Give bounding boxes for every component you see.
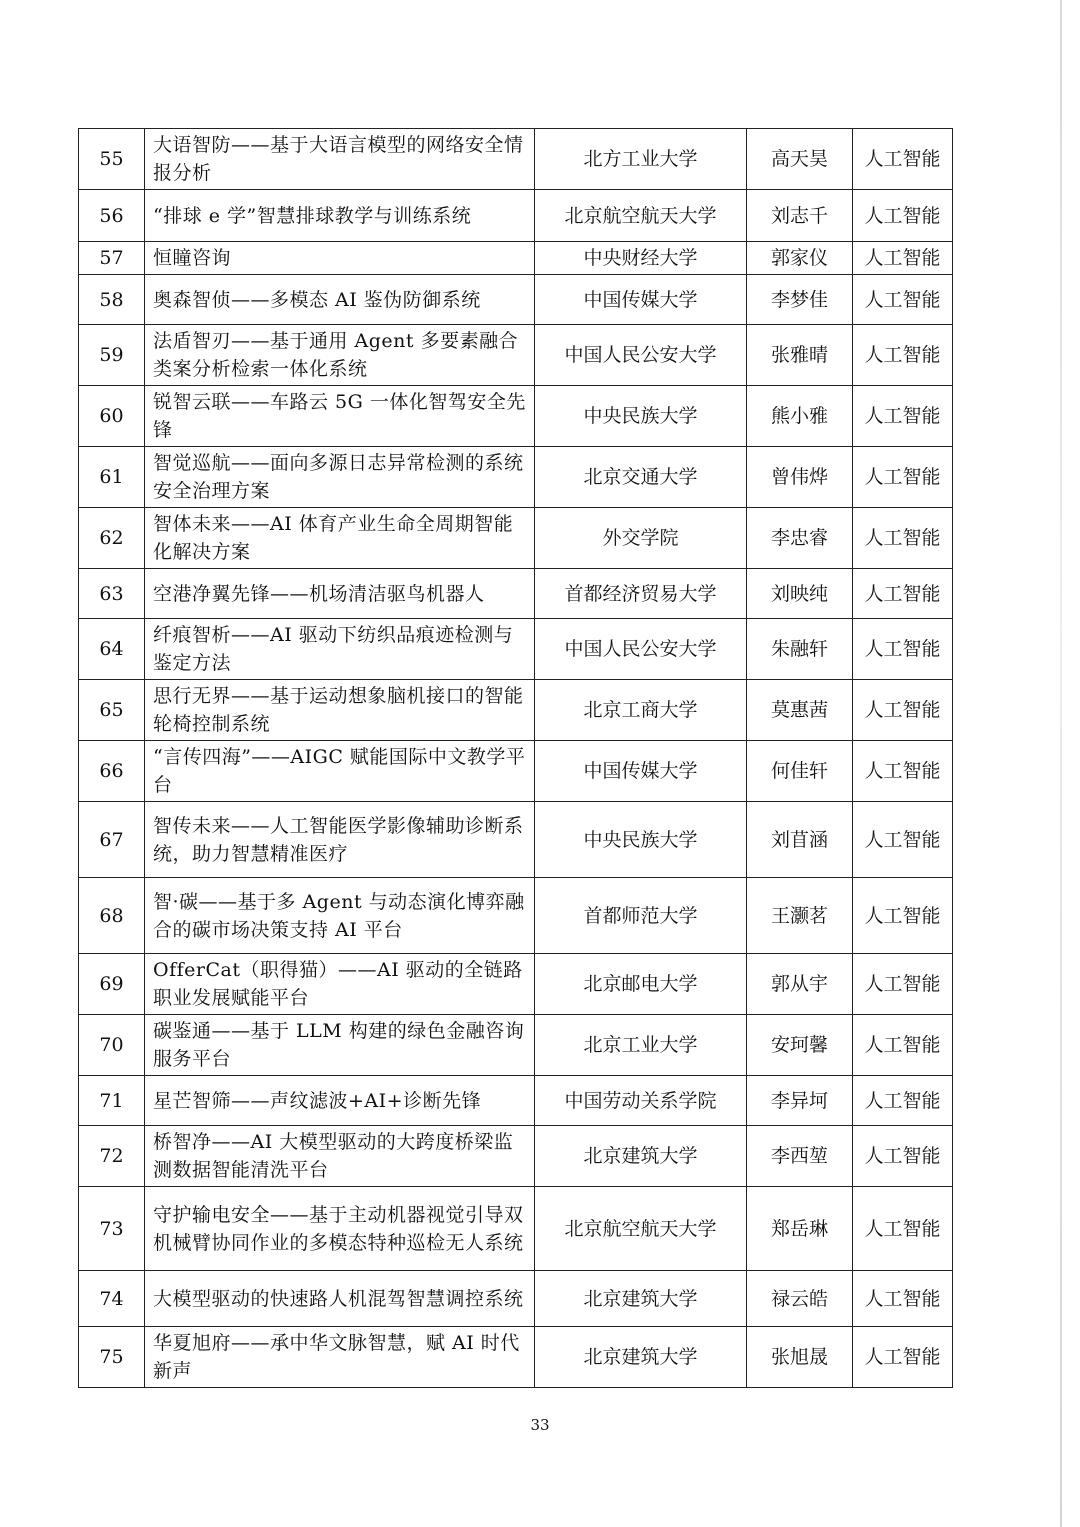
- category: 人工智能: [853, 190, 953, 242]
- table-row: [79, 619, 953, 680]
- school-name: 北京工业大学: [535, 1015, 747, 1076]
- school-name: 中国劳动关系学院: [535, 1076, 747, 1126]
- team-leader: 熊小雅: [747, 386, 853, 447]
- category: 人工智能: [853, 325, 953, 386]
- category: 人工智能: [853, 242, 953, 275]
- scan-edge: [1060, 0, 1062, 1527]
- row-number: 62: [79, 508, 145, 569]
- table-row: [79, 878, 953, 954]
- project-name: 智体未来——AI 体育产业生命全周期智能化解决方案: [145, 508, 535, 569]
- row-number: 55: [79, 129, 145, 190]
- table-row: [79, 242, 953, 275]
- category: 人工智能: [853, 275, 953, 325]
- project-name: 纤痕智析——AI 驱动下纺织品痕迹检测与鉴定方法: [145, 619, 535, 680]
- table-row: [79, 954, 953, 1015]
- team-leader: 郭家仪: [747, 242, 853, 275]
- table-row: [79, 569, 953, 619]
- table-row: [79, 1187, 953, 1271]
- category: 人工智能: [853, 954, 953, 1015]
- team-leader: 曾伟烨: [747, 447, 853, 508]
- project-name: 奥森智侦——多模态 AI 鉴伪防御系统: [145, 275, 535, 325]
- table-row: [79, 741, 953, 802]
- table-row: [79, 1076, 953, 1126]
- table-row: [79, 190, 953, 242]
- row-number: 72: [79, 1126, 145, 1187]
- school-name: 中国人民公安大学: [535, 325, 747, 386]
- school-name: 北京建筑大学: [535, 1126, 747, 1187]
- team-leader: 郭从宇: [747, 954, 853, 1015]
- category: 人工智能: [853, 1271, 953, 1327]
- school-name: 首都经济贸易大学: [535, 569, 747, 619]
- project-table-container: [78, 128, 952, 1388]
- team-leader: 李梦佳: [747, 275, 853, 325]
- school-name: 中央民族大学: [535, 386, 747, 447]
- project-name: 智觉巡航——面向多源日志异常检测的系统安全治理方案: [145, 447, 535, 508]
- category: 人工智能: [853, 741, 953, 802]
- row-number: 67: [79, 802, 145, 878]
- table-row: [79, 1327, 953, 1388]
- row-number: 63: [79, 569, 145, 619]
- row-number: 74: [79, 1271, 145, 1327]
- category: 人工智能: [853, 680, 953, 741]
- project-name: 空港净翼先锋——机场清洁驱鸟机器人: [145, 569, 535, 619]
- team-leader: 高天昊: [747, 129, 853, 190]
- category: 人工智能: [853, 1015, 953, 1076]
- page-number: 33: [530, 1416, 550, 1434]
- table-row: [79, 1015, 953, 1076]
- team-leader: 李忠睿: [747, 508, 853, 569]
- project-name: OfferCat（职得猫）——AI 驱动的全链路职业发展赋能平台: [145, 954, 535, 1015]
- school-name: 中国传媒大学: [535, 741, 747, 802]
- school-name: 中国人民公安大学: [535, 619, 747, 680]
- row-number: 56: [79, 190, 145, 242]
- project-name: 华夏旭府——承中华文脉智慧，赋 AI 时代新声: [145, 1327, 535, 1388]
- school-name: 首都师范大学: [535, 878, 747, 954]
- team-leader: 张雅晴: [747, 325, 853, 386]
- row-number: 60: [79, 386, 145, 447]
- row-number: 71: [79, 1076, 145, 1126]
- project-name: 智传未来——人工智能医学影像辅助诊断系统，助力智慧精准医疗: [145, 802, 535, 878]
- project-name: 碳鉴通——基于 LLM 构建的绿色金融咨询服务平台: [145, 1015, 535, 1076]
- project-name: 法盾智刃——基于通用 Agent 多要素融合类案分析检索一体化系统: [145, 325, 535, 386]
- team-leader: 郑岳琳: [747, 1187, 853, 1271]
- school-name: 北京建筑大学: [535, 1271, 747, 1327]
- project-name: 星芒智筛——声纹滤波+AI+诊断先锋: [145, 1076, 535, 1126]
- category: 人工智能: [853, 1126, 953, 1187]
- category: 人工智能: [853, 802, 953, 878]
- table-row: [79, 325, 953, 386]
- team-leader: 朱融轩: [747, 619, 853, 680]
- row-number: 61: [79, 447, 145, 508]
- category: 人工智能: [853, 1187, 953, 1271]
- school-name: 中国传媒大学: [535, 275, 747, 325]
- project-name: 锐智云联——车路云 5G 一体化智驾安全先锋: [145, 386, 535, 447]
- project-name: 大语智防——基于大语言模型的网络安全情报分析: [145, 129, 535, 190]
- row-number: 69: [79, 954, 145, 1015]
- category: 人工智能: [853, 447, 953, 508]
- school-name: 中央民族大学: [535, 802, 747, 878]
- category: 人工智能: [853, 619, 953, 680]
- team-leader: 刘苜涵: [747, 802, 853, 878]
- project-name: 思行无界——基于运动想象脑机接口的智能轮椅控制系统: [145, 680, 535, 741]
- row-number: 70: [79, 1015, 145, 1076]
- project-name: 守护输电安全——基于主动机器视觉引导双机械臂协同作业的多模态特种巡检无人系统: [145, 1187, 535, 1271]
- school-name: 北京建筑大学: [535, 1327, 747, 1388]
- table-row: [79, 802, 953, 878]
- row-number: 64: [79, 619, 145, 680]
- school-name: 中央财经大学: [535, 242, 747, 275]
- project-name: “言传四海”——AIGC 赋能国际中文教学平台: [145, 741, 535, 802]
- row-number: 58: [79, 275, 145, 325]
- team-leader: 安珂馨: [747, 1015, 853, 1076]
- school-name: 外交学院: [535, 508, 747, 569]
- category: 人工智能: [853, 878, 953, 954]
- row-number: 68: [79, 878, 145, 954]
- school-name: 北京工商大学: [535, 680, 747, 741]
- table-row: [79, 680, 953, 741]
- row-number: 65: [79, 680, 145, 741]
- project-name: 大模型驱动的快速路人机混驾智慧调控系统: [145, 1271, 535, 1327]
- category: 人工智能: [853, 569, 953, 619]
- team-leader: 何佳轩: [747, 741, 853, 802]
- team-leader: 禄云皓: [747, 1271, 853, 1327]
- project-name: 恒瞳咨询: [145, 242, 535, 275]
- team-leader: 张旭晟: [747, 1327, 853, 1388]
- category: 人工智能: [853, 1076, 953, 1126]
- project-table: [78, 128, 953, 1388]
- category: 人工智能: [853, 129, 953, 190]
- table-row: [79, 447, 953, 508]
- table-row: [79, 508, 953, 569]
- project-name: 桥智净——AI 大模型驱动的大跨度桥梁监测数据智能清洗平台: [145, 1126, 535, 1187]
- table-row: [79, 386, 953, 447]
- team-leader: 刘映纯: [747, 569, 853, 619]
- table-body: [79, 129, 953, 1388]
- school-name: 北京航空航天大学: [535, 1187, 747, 1271]
- project-name: “排球 e 学”智慧排球教学与训练系统: [145, 190, 535, 242]
- table-row: [79, 275, 953, 325]
- table-row: [79, 1271, 953, 1327]
- team-leader: 刘志千: [747, 190, 853, 242]
- school-name: 北京邮电大学: [535, 954, 747, 1015]
- category: 人工智能: [853, 508, 953, 569]
- row-number: 75: [79, 1327, 145, 1388]
- table-row: [79, 129, 953, 190]
- team-leader: 李西堃: [747, 1126, 853, 1187]
- school-name: 北方工业大学: [535, 129, 747, 190]
- category: 人工智能: [853, 1327, 953, 1388]
- row-number: 66: [79, 741, 145, 802]
- team-leader: 莫惠茜: [747, 680, 853, 741]
- category: 人工智能: [853, 386, 953, 447]
- row-number: 57: [79, 242, 145, 275]
- project-name: 智·碳——基于多 Agent 与动态演化博弈融合的碳市场决策支持 AI 平台: [145, 878, 535, 954]
- row-number: 59: [79, 325, 145, 386]
- school-name: 北京交通大学: [535, 447, 747, 508]
- team-leader: 王灏茗: [747, 878, 853, 954]
- table-row: [79, 1126, 953, 1187]
- school-name: 北京航空航天大学: [535, 190, 747, 242]
- row-number: 73: [79, 1187, 145, 1271]
- team-leader: 李异坷: [747, 1076, 853, 1126]
